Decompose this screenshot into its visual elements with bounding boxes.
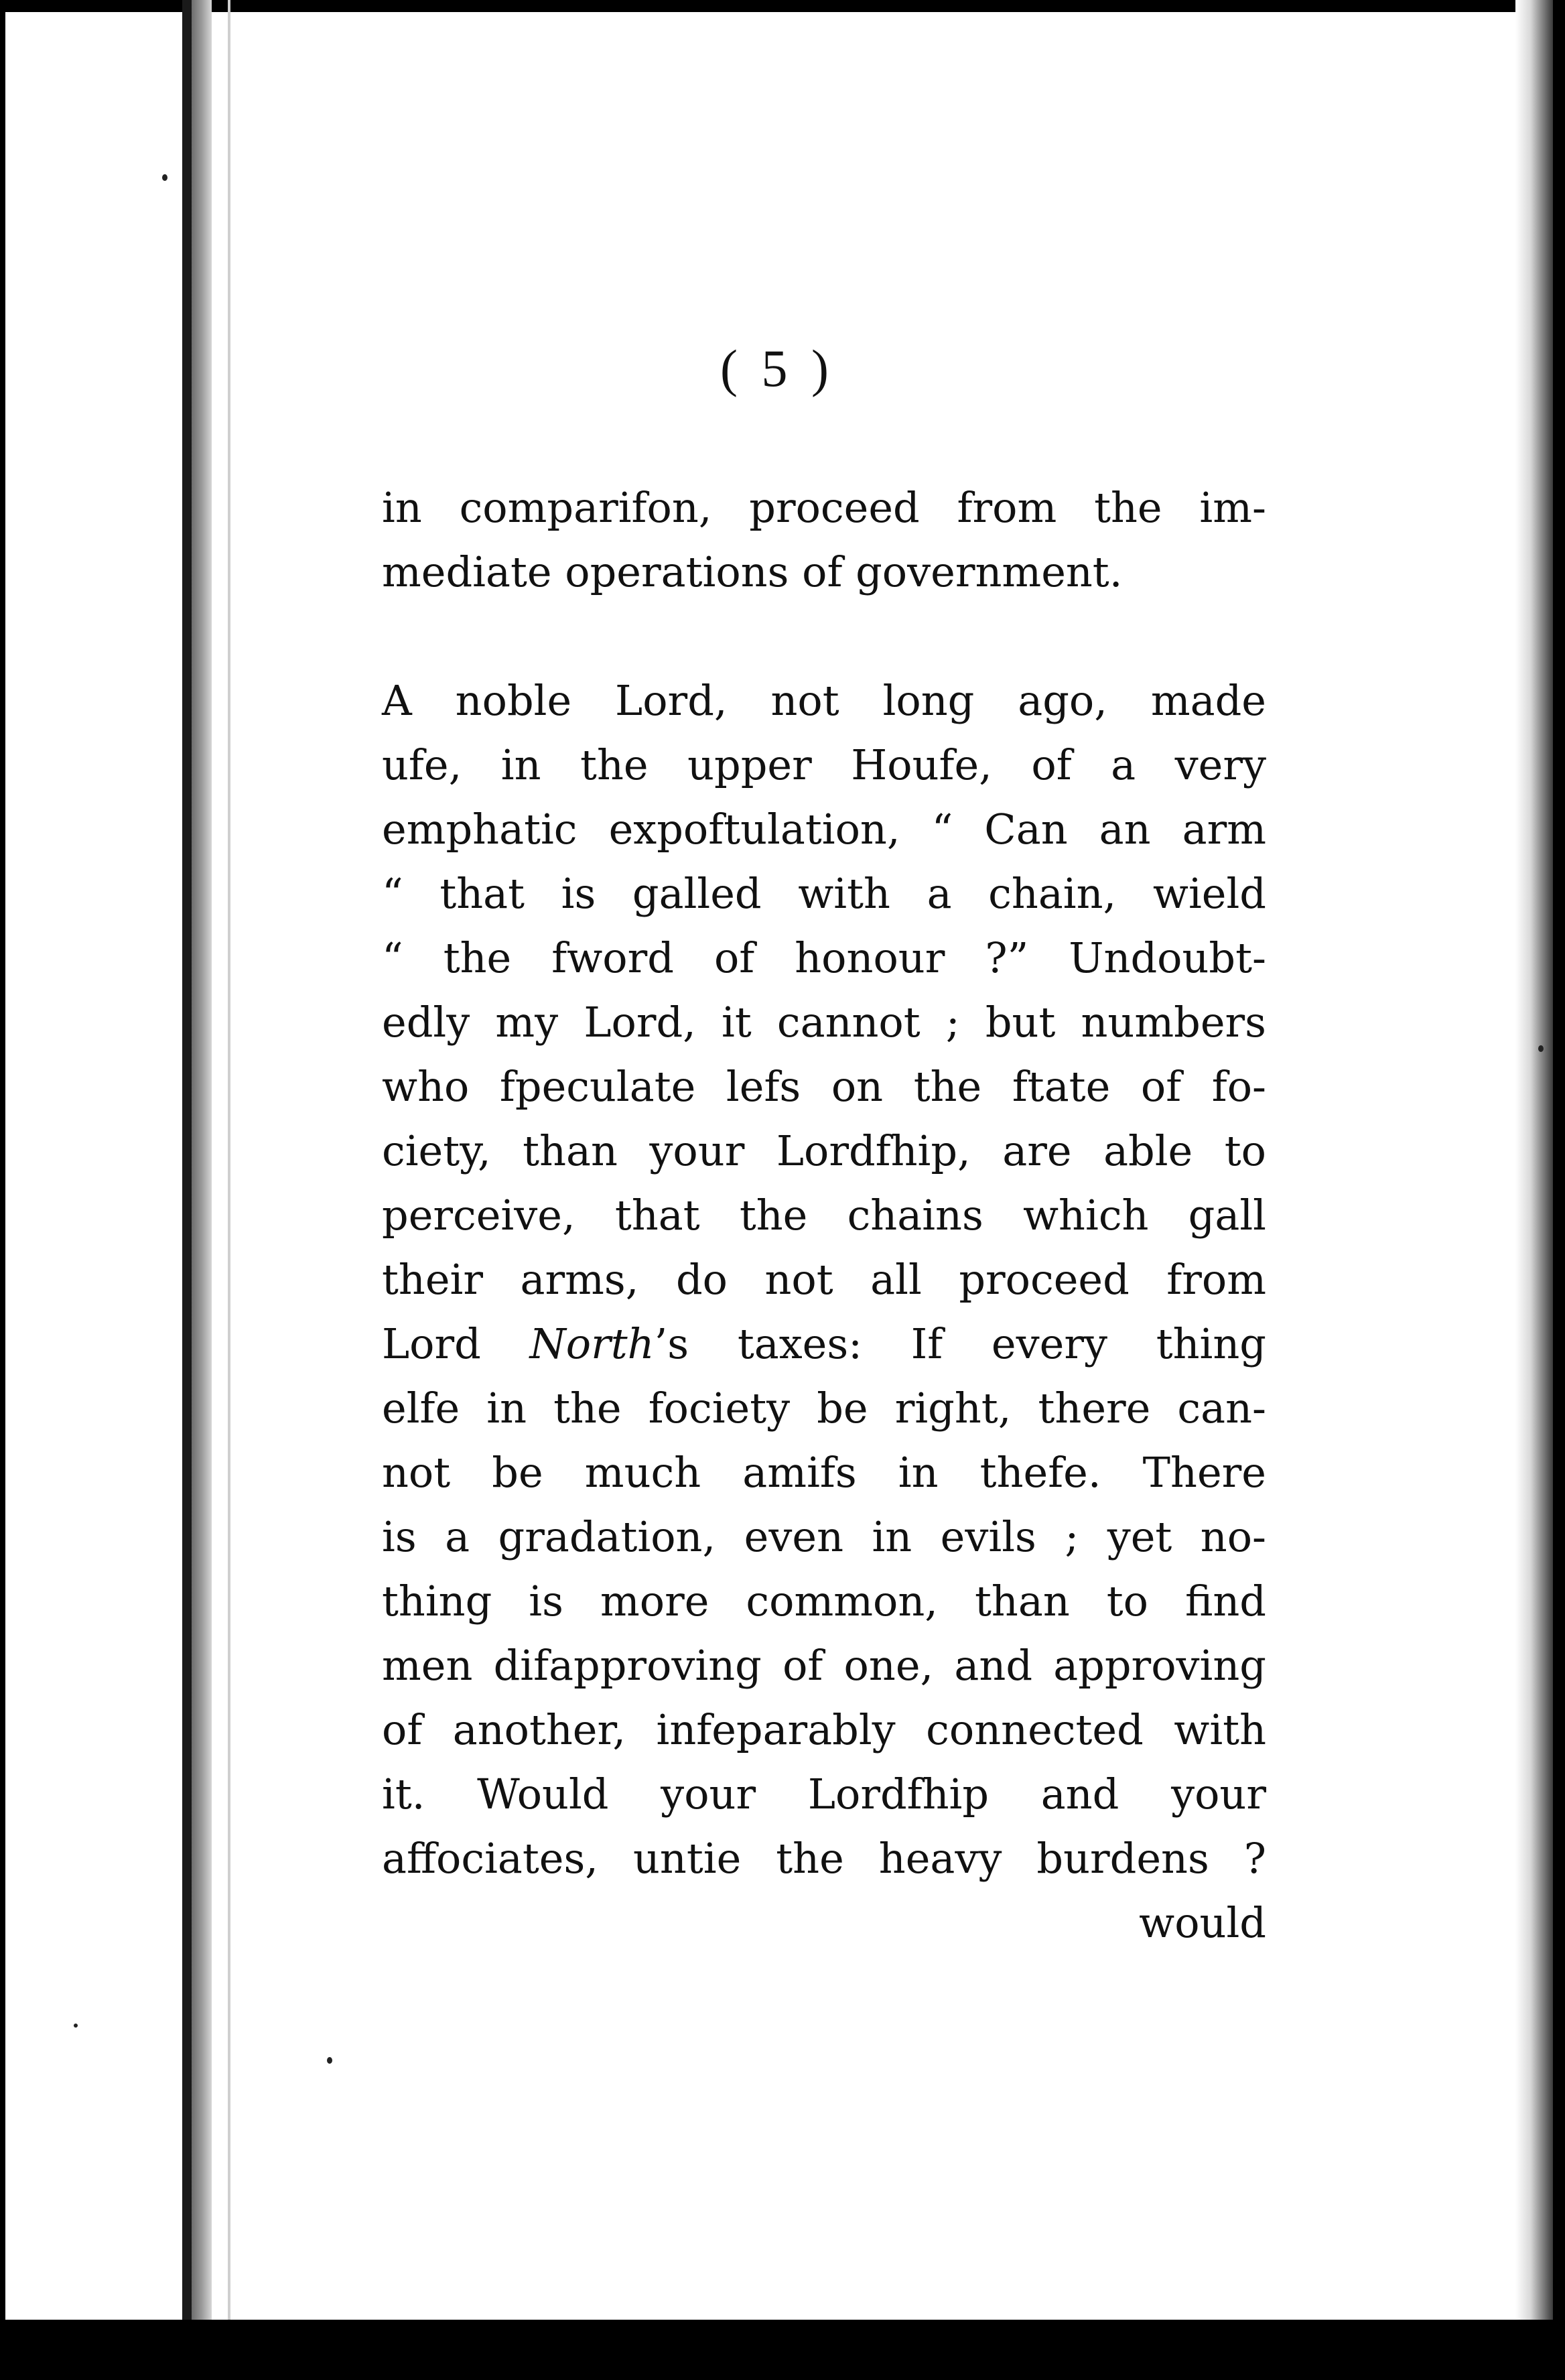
- paragraph: [382, 476, 1266, 604]
- text-line: perceive, that the chains which gall: [382, 1191, 1266, 1240]
- paragraph: [382, 669, 1266, 1891]
- text-line: emphatic expoftulation, “ Can an arm: [382, 805, 1266, 854]
- text-line: ciety, than your Lordfhip, are able to: [382, 1126, 1266, 1175]
- text-fragment: Lord: [382, 1319, 530, 1368]
- text-line: thing is more common, than to find: [382, 1577, 1266, 1626]
- page-gutter-shadow: [182, 0, 192, 2325]
- page-gutter-line: [228, 0, 230, 2325]
- text-line: edly my Lord, it cannot ; but numbers: [382, 998, 1266, 1047]
- page-edge-shadow: [1515, 0, 1553, 2325]
- page-number: ( 5 ): [720, 339, 834, 397]
- dust-speck: [1538, 1045, 1544, 1052]
- text-line: “ that is galled with a chain, wield: [382, 869, 1266, 918]
- text-line: men difapproving of one, and approving: [382, 1641, 1266, 1690]
- italic-name: North: [529, 1319, 655, 1368]
- text-line: in comparifon, proceed from the im-: [382, 483, 1266, 532]
- dust-speck: [162, 174, 167, 181]
- paragraph-gap: [382, 604, 1266, 669]
- text-line: ufe, in the upper Houfe, of a very: [382, 740, 1266, 789]
- scan-border-bottom: [0, 2320, 1565, 2380]
- text-line: “ the fword of honour ?” Undoubt-: [382, 933, 1266, 982]
- text-line: not be much amifs in thefe. There: [382, 1448, 1266, 1497]
- dust-speck: [74, 2024, 78, 2028]
- catchword: would: [1139, 1898, 1266, 1947]
- text-line: affociates, untie the heavy burdens ?: [382, 1834, 1266, 1883]
- scan-border-left: [0, 0, 5, 2380]
- text-line: elfe in the fociety be right, there can-: [382, 1384, 1266, 1433]
- page-text: [382, 335, 1266, 1955]
- dust-speck: [327, 2057, 332, 2064]
- text-line: mediate operations of government.: [382, 547, 1123, 596]
- text-line: A noble Lord, not long ago, made: [382, 676, 1266, 725]
- text-line: of another, infeparably connected with: [382, 1705, 1266, 1754]
- text-line: it. Would your Lordfhip and your: [382, 1770, 1266, 1819]
- scan-border-right: [1553, 0, 1565, 2380]
- text-line: their arms, do not all proceed from: [382, 1255, 1266, 1304]
- page-gutter-gradient: [192, 0, 212, 2325]
- text-fragment: ’s taxes: If every thing: [654, 1319, 1266, 1368]
- text-line-north: [382, 1312, 1266, 1376]
- scan-border-top: [0, 0, 1565, 12]
- text-line: is a gradation, even in evils ; yet no-: [382, 1512, 1266, 1561]
- text-line: who fpeculate lefs on the ftate of fo-: [382, 1062, 1266, 1111]
